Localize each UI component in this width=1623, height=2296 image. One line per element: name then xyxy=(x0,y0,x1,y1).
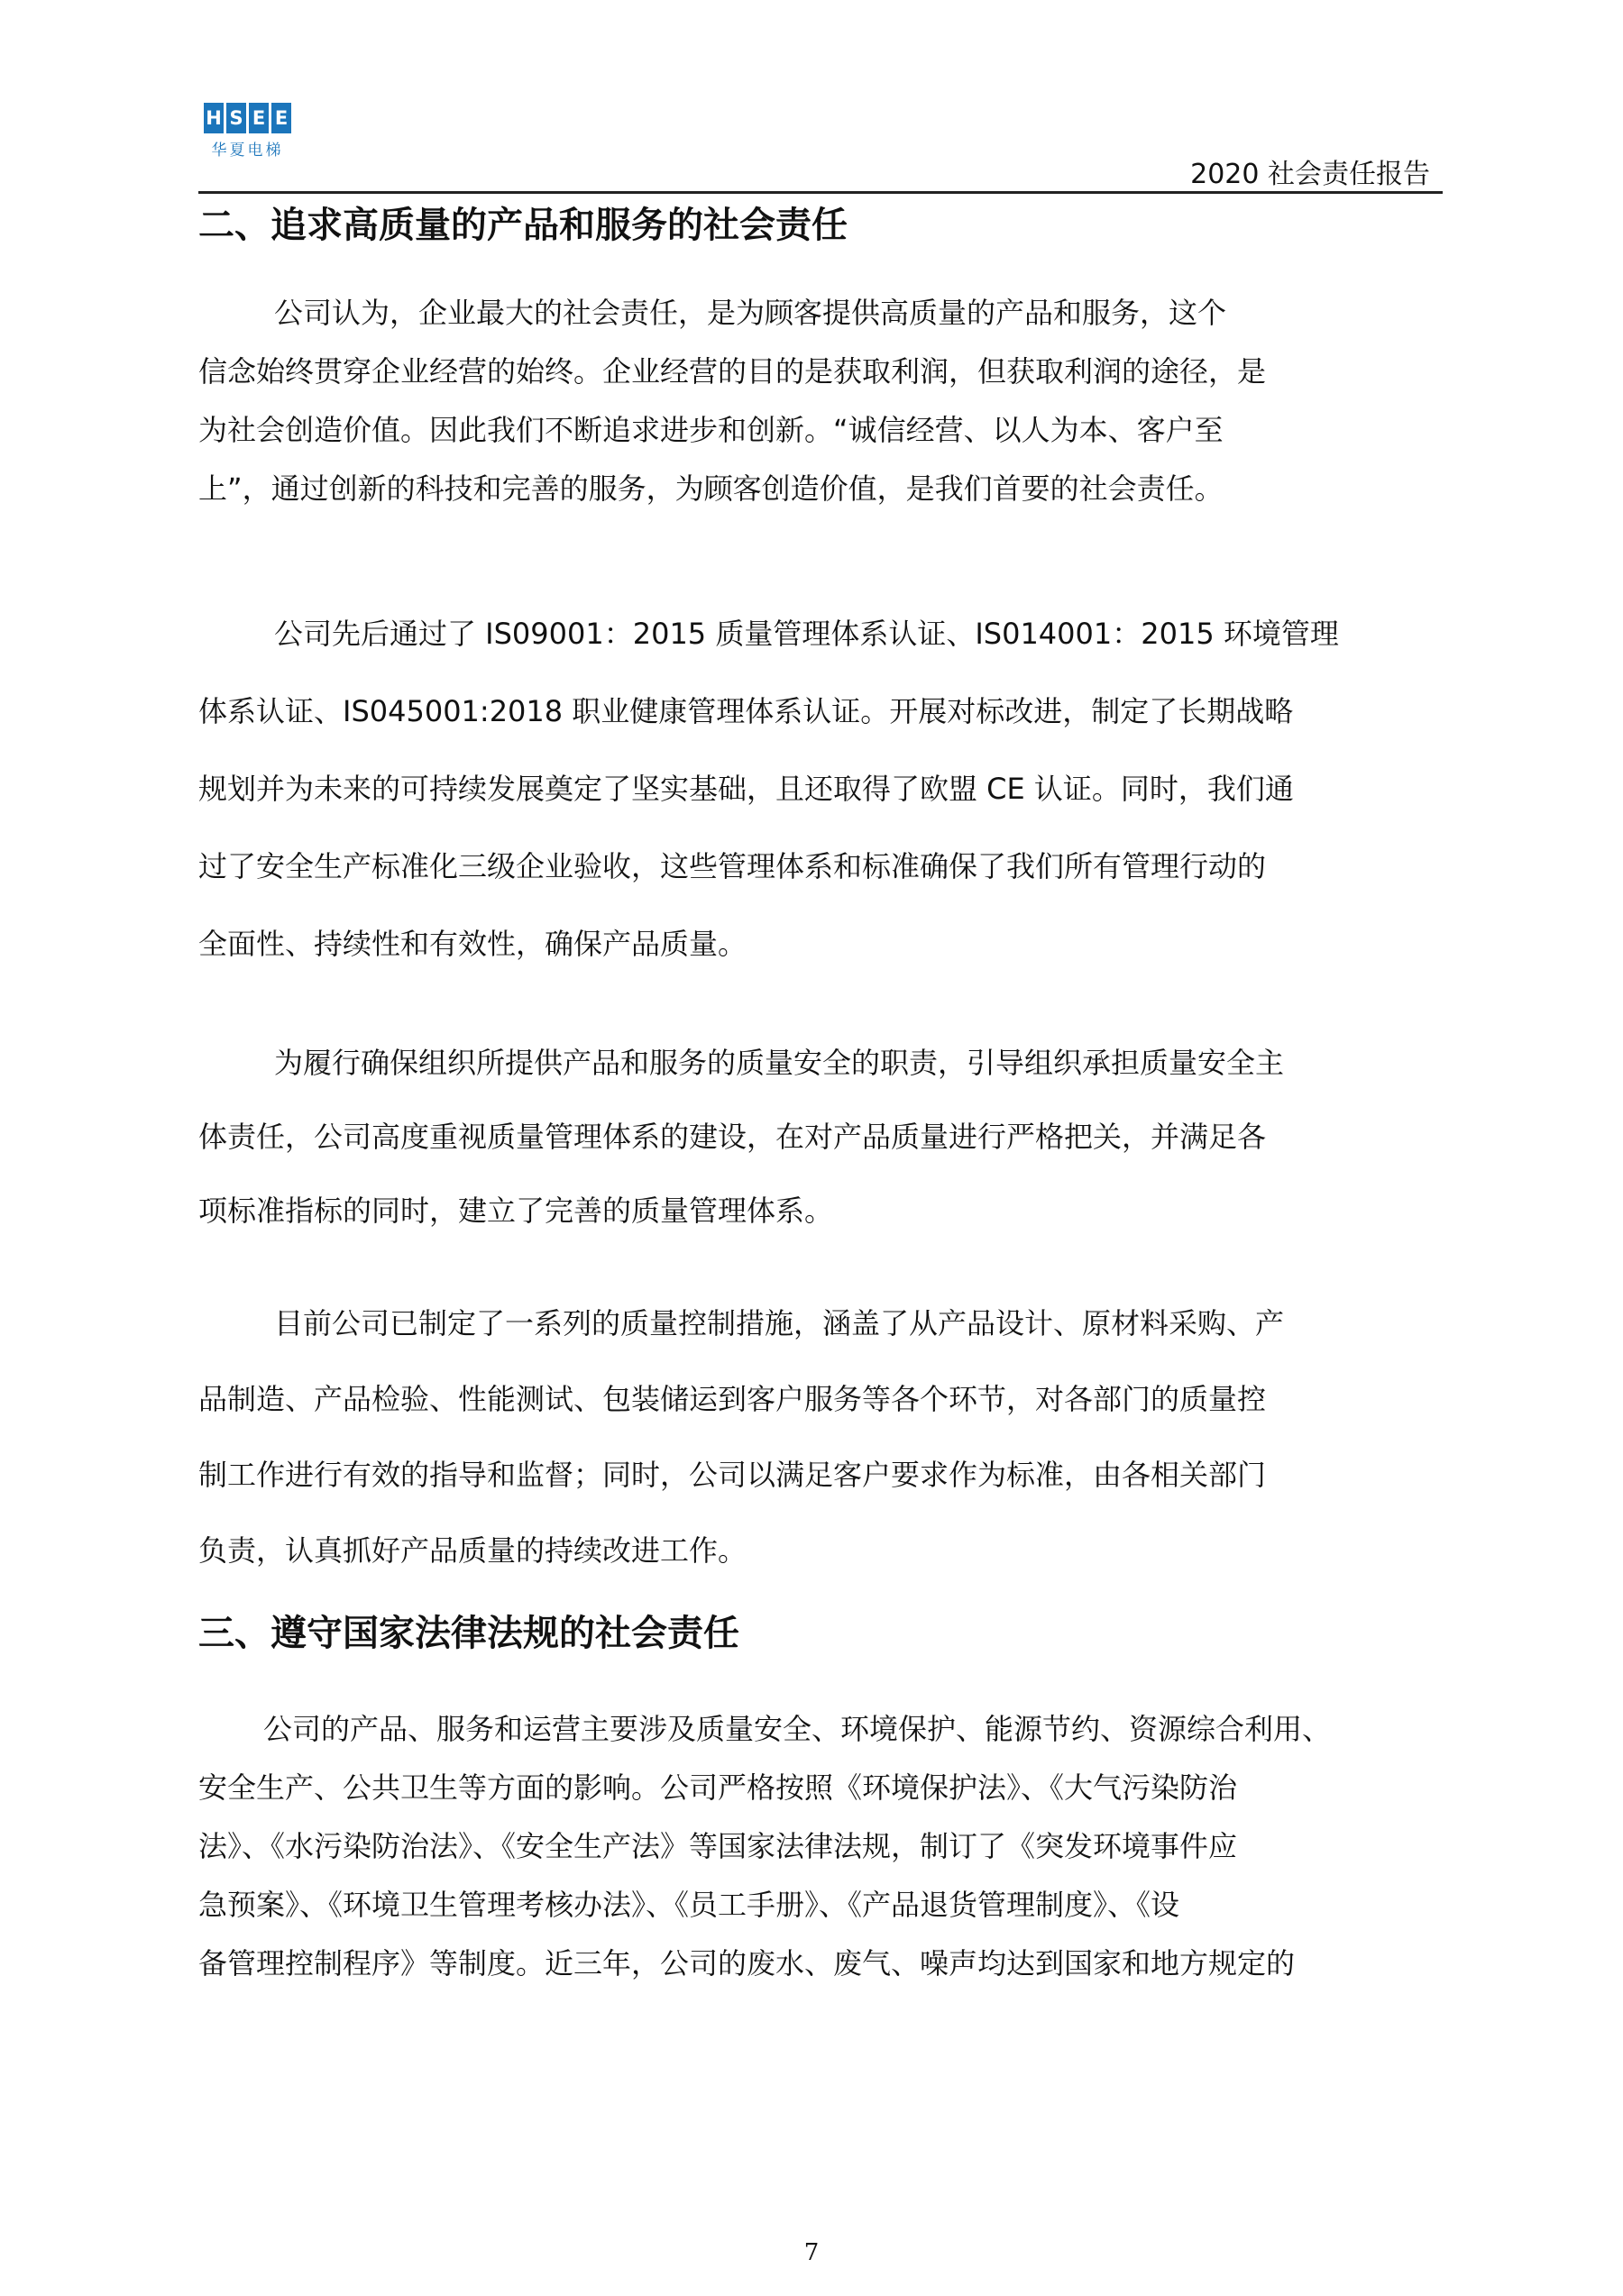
text-line: 备管理控制程序》等制度。近三年，公司的废水、废气、噪声均达到国家和地方规定的 xyxy=(198,1946,1296,1980)
text-line: 安全生产、公共卫生等方面的影响。公司严格按照《环境保护法》、《大气污染防治 xyxy=(198,1770,1238,1805)
logo-letter: E xyxy=(271,103,291,133)
text-line: 负责，认真抓好产品质量的持续改进工作。 xyxy=(198,1533,747,1568)
text-line: 为履行确保组织所提供产品和服务的质量安全的职责，引导组织承担质量安全主 xyxy=(274,1046,1285,1080)
section-heading-law: 三、遵守国家法律法规的社会责任 xyxy=(198,1613,739,1654)
text-line: 信念始终贯穿企业经营的始终。企业经营的目的是获取利润，但获取利润的途径，是 xyxy=(198,354,1267,389)
text-line: 体系认证、IS045001:2018 职业健康管理体系认证。开展对标改进，制定了长期战略 xyxy=(198,694,1294,728)
text-line: 目前公司已制定了一系列的质量控制措施，涵盖了从产品设计、原材料采购、产 xyxy=(274,1306,1285,1340)
text-line: 为社会创造价值。因此我们不断追求进步和创新。“诚信经营、以人为本、客户至 xyxy=(198,413,1224,447)
logo-letter: H xyxy=(204,103,224,133)
logo-subtitle: 华夏电梯 xyxy=(211,142,284,160)
text-line: 公司先后通过了 IS09001：2015 质量管理体系认证、IS014001：2015 环境管理 xyxy=(274,617,1339,651)
section-heading-quality: 二、追求高质量的产品和服务的社会责任 xyxy=(198,205,848,246)
text-line: 制工作进行有效的指导和监督；同时，公司以满足客户要求作为标准，由各相关部门 xyxy=(198,1458,1267,1492)
header-divider xyxy=(198,191,1443,194)
text-line: 规划并为未来的可持续发展奠定了坚实基础，且还取得了欧盟 CE 认证。同时，我们通 xyxy=(198,772,1294,806)
text-line: 法》、《水污染防治法》、《安全生产法》等国家法律法规，制订了《突发环境事件应 xyxy=(198,1829,1238,1863)
text-line: 体责任，公司高度重视质量管理体系的建设，在对产品质量进行严格把关，并满足各 xyxy=(198,1120,1267,1154)
logo-letter: E xyxy=(249,103,269,133)
text-line: 公司认为，企业最大的社会责任，是为顾客提供高质量的产品和服务，这个 xyxy=(274,296,1227,330)
report-title: 2020 社会责任报告 xyxy=(1190,159,1430,190)
company-logo xyxy=(204,103,294,160)
logo-letter: S xyxy=(226,103,246,133)
text-line: 品制造、产品检验、性能测试、包装储运到客户服务等各个环节，对各部门的质量控 xyxy=(198,1382,1267,1416)
text-line: 上”，通过创新的科技和完善的服务，为顾客创造价值，是我们首要的社会责任。 xyxy=(198,471,1224,506)
text-line: 过了安全生产标准化三级企业验收，这些管理体系和标准确保了我们所有管理行动的 xyxy=(198,849,1267,883)
text-line: 急预案》、《环境卫生管理考核办法》、《员工手册》、《产品退货管理制度》、《设 xyxy=(198,1888,1180,1922)
text-line: 项标准指标的同时，建立了完善的质量管理体系。 xyxy=(198,1194,834,1228)
text-line: 全面性、持续性和有效性，确保产品质量。 xyxy=(198,927,747,961)
page-number: 7 xyxy=(803,2239,820,2266)
logo-letter-boxes xyxy=(204,103,294,133)
text-line: 公司的产品、服务和运营主要涉及质量安全、环境保护、能源节约、资源综合利用、 xyxy=(263,1712,1332,1746)
